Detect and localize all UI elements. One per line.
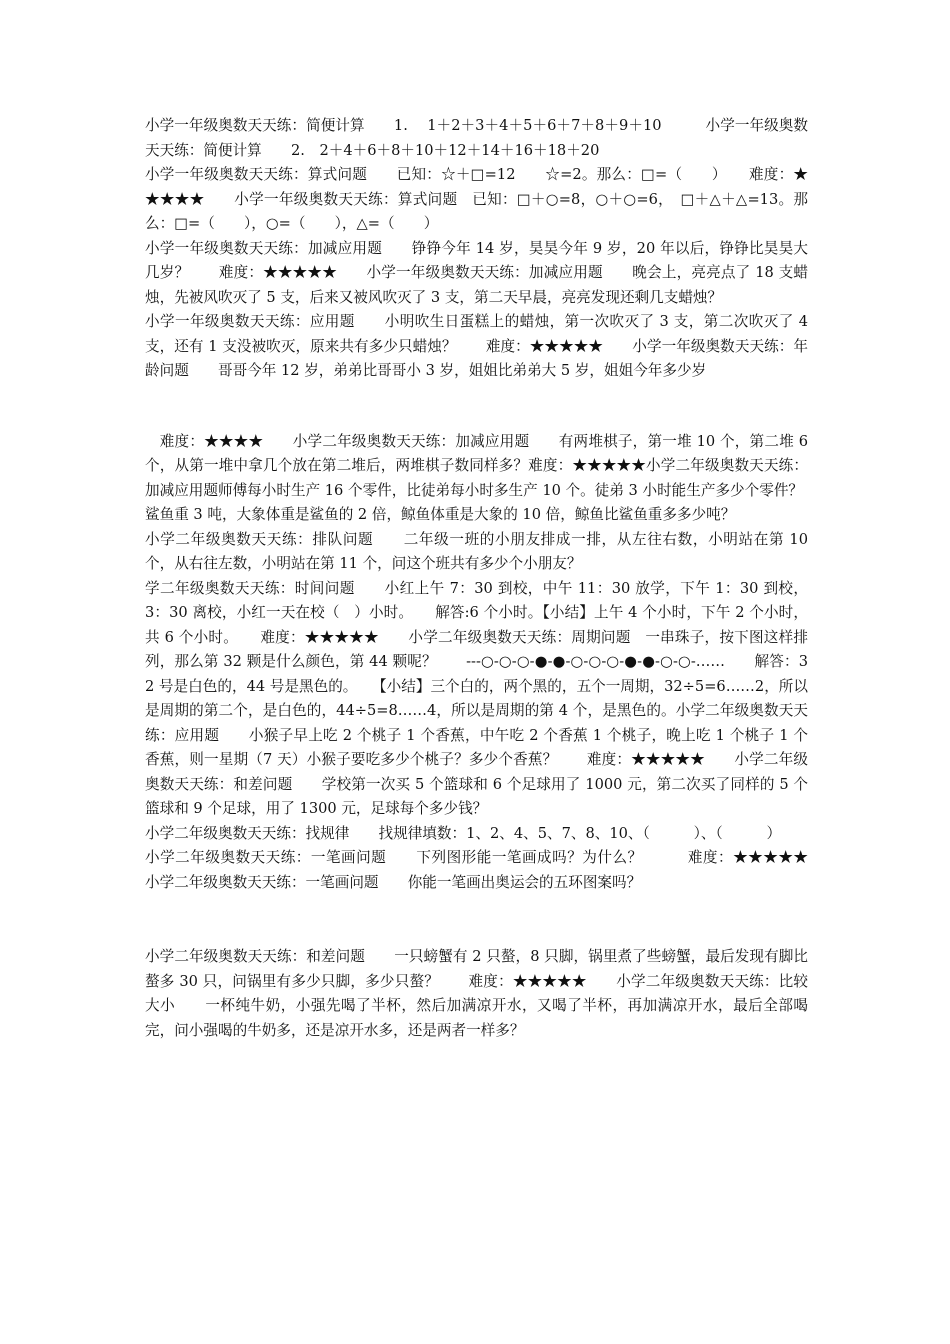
paragraph: 难度：★★★★ 小学二年级奥数天天练：加减应用题 有两堆棋子，第一堆 10 个，第二堆 6 个，从第一堆中拿几个放在第二堆后，两堆棋子数同样多？难度：★★★★★小学二年级奥数天天练：加减应用题师傅每小时生产 16 个零件，比徒弟每小时多生产 10 个。徒弟 3 小时能生产多少个零件？ xyxy=(145,432,813,499)
paragraph: 小学一年级奥数天天练：应用题 小明吹生日蛋糕上的蜡烛，第一次吹灭了 3 支，第二次吹灭了 4 支，还有 1 支没被吹灭，原来共有多少只蜡烛？ 难度：★★★★★ 小学一年级奥数天天练：年龄问题 哥哥今年 12 岁，弟弟比哥哥小 3 岁，姐姐比弟弟大 5 岁，姐姐今年多少岁 xyxy=(145,313,813,379)
section-grade1 xyxy=(145,114,813,384)
section-grade2-continued xyxy=(145,945,808,1043)
section-grade2 xyxy=(145,430,838,896)
document-page xyxy=(145,114,838,1043)
paragraph: 学二年级奥数天天练：时间问题 小红上午 7：30 到校，中午 11：30 放学，下午 1：30 到校，3：30 离校，小红一天在校（ ）小时。 解答:6 个小时。【小结】上午 4 个小时，下午 2 个小时，共 6 个小时。 难度：★★★★★ 小学二年级奥数天天练：周期问题 一串珠子，按下图这样排列，那么第 32 颗是什么颜色，第 44 颗呢？ ---○-○-○-●-●-○-○-○-●-●-○-○-…… 解答：32 号是白色的，44 号是黑色的。 【小结】三个白的，两个黑的，五个一周期，32÷5=6……2，所以是周期的第二个，是白色的，44÷5=8……4，所以是周期的第 4 个，是黑色的。小学二年级奥数天天练：应用题 小猴子早上吃 2 个桃子 1 个香蕉，中午吃 2 个香蕉 1 个桃子，晚上吃 1 个桃子 1 个香蕉，则一星期（7 天）小猴子要吃多少个桃子？多少个香蕉？ 难度：★★★★★ 小学二年级奥数天天练：和差问题 学校第一次买 5 个篮球和 6 个足球用了 1000 元，第二次买了同样的 5 个篮球和 9 个足球，用了 1300 元，足球每个多少钱？ xyxy=(145,579,808,817)
paragraph: 小学二年级奥数天天练：一笔画问题 下列图形能一笔画成吗？为什么？ 难度：★★★★★ 小学二年级奥数天天练：一笔画问题 你能一笔画出奥运会的五环图案吗？ xyxy=(145,849,838,891)
section-spacer xyxy=(145,895,808,945)
paragraph: 小学二年级奥数天天练：和差问题 一只螃蟹有 2 只螯，8 只脚，锅里煮了些螃蟹，最后发现有脚比螯多 30 只，问锅里有多少只脚，多少只螯？ 难度：★★★★★ 小学二年级奥数天天练：比较大小 一杯纯牛奶，小强先喝了半杯，然后加满凉开水，又喝了半杯，再加满凉开水，最后全部喝完，问小强喝的牛奶多，还是凉开水多，还是两者一样多？ xyxy=(145,948,808,1039)
paragraph: 小学一年级奥数天天练：加减应用题 铮铮今年 14 岁，昊昊今年 9 岁，20 年以后，铮铮比昊昊大几岁？ 难度：★★★★★ 小学一年级奥数天天练：加减应用题 晚会上，亮亮点了 18 支蜡烛，先被风吹灭了 5 支，后来又被风吹灭了 3 支，第二天早晨，亮亮发现还剩几支蜡烛？ xyxy=(145,239,808,306)
paragraph: 鲨鱼重 3 吨，大象体重是鲨鱼的 2 倍，鲸鱼体重是大象的 10 倍，鲸鱼比鲨鱼重多多少吨？ xyxy=(145,506,736,523)
paragraph: 小学一年级奥数天天练：简便计算 1. 1＋2＋3＋4＋5＋6＋7＋8＋9＋10 小学一年级奥数天天练：简便计算 2. 2＋4＋6＋8＋10＋12＋14＋16＋18＋20 xyxy=(145,117,808,159)
paragraph: 小学一年级奥数天天练：算式问题 已知：☆＋□=12 ☆=2。那么：□=（ ） 难度：★★★★★ 小学一年级奥数天天练：算式问题 已知：□＋○=8，○＋○=6， □＋△＋△=13。那么：□=（ ），○=（ ），△=（ ） xyxy=(145,166,808,232)
section-spacer xyxy=(145,384,808,430)
paragraph: 小学二年级奥数天天练：找规律 找规律填数：1、2、4、5、7、8、10、（ ）、（ ） xyxy=(145,824,782,842)
paragraph: 小学二年级奥数天天练：排队问题 二年级一班的小朋友排成一排，从左往右数，小明站在第 10 个，从右往左数，小明站在第 11 个，问这个班共有多少个小朋友？ xyxy=(145,530,813,572)
